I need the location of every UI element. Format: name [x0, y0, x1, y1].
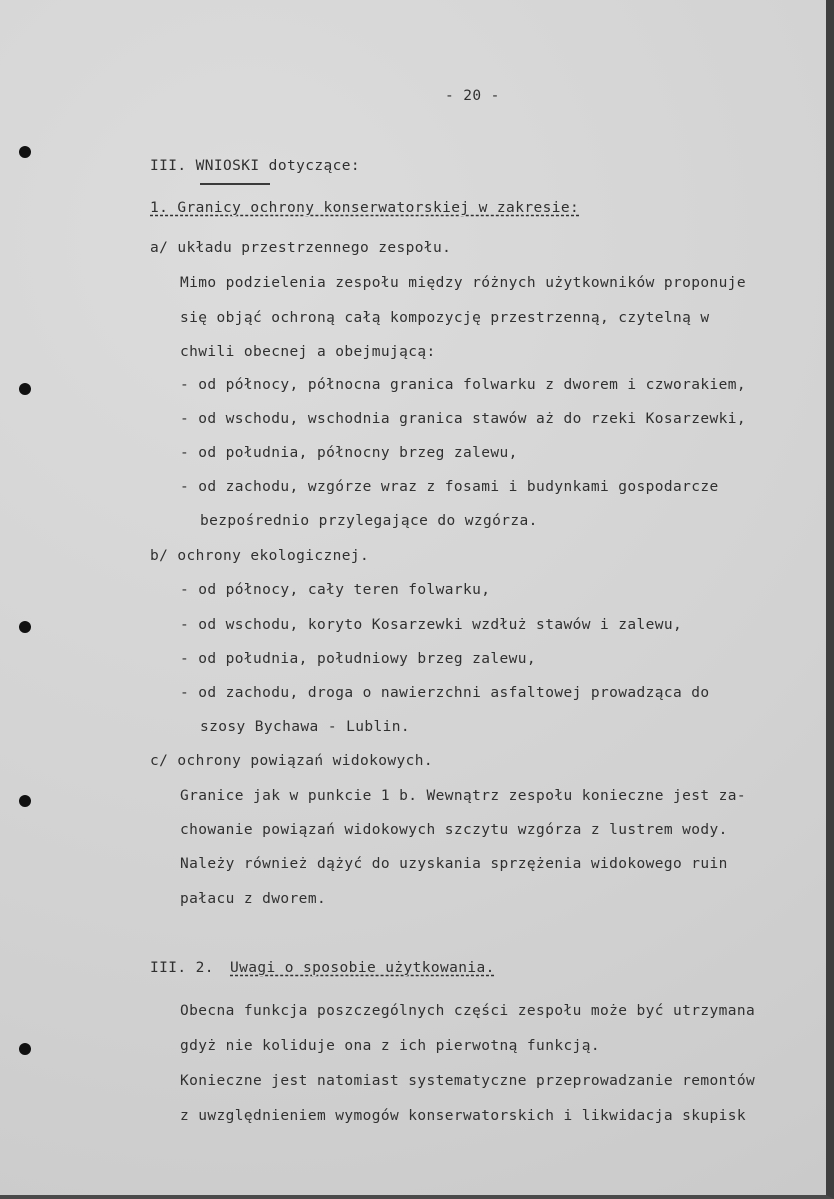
heading-underline [200, 183, 270, 185]
subsection-a-item: - od wschodu, wschodnia granica stawów aż do rzeki Kosarzewki, [180, 411, 747, 427]
subsection-c-para-line: chowanie powiązań widokowych szczytu wzgórza z lustrem wody. [180, 822, 728, 838]
subsection-a-item: bezpośrednio przylegające do wzgórza. [200, 513, 538, 529]
subsection-c-label: c/ ochrony powiązań widokowych. [150, 753, 434, 769]
section2-para-line: Obecna funkcja poszczególnych części zespołu może być utrzymana [180, 1003, 756, 1019]
subsection-a-para-line: się objąć ochroną całą kompozycję przestrzenną, czytelną w [180, 310, 710, 326]
punch-hole-icon [19, 146, 31, 158]
subsection-c-para-line: Granice jak w punkcie 1 b. Wewnątrz zespołu konieczne jest za- [180, 788, 747, 804]
subsection-b-item: - od wschodu, koryto Kosarzewki wzdłuż stawów i zalewu, [180, 617, 683, 633]
subsection-a-item: - od zachodu, wzgórze wraz z fosami i budynkami gospodarcze [180, 479, 719, 495]
subsection-c-para-line: pałacu z dworem. [180, 891, 327, 907]
subsection-b-item: - od zachodu, droga o nawierzchni asfaltowej prowadząca do [180, 685, 710, 701]
section2-number: III. 2. [150, 960, 214, 976]
subsection-b-item: - od północy, cały teren folwarku, [180, 582, 491, 598]
punch-hole-icon [19, 621, 31, 633]
section2-para-line: gdyż nie koliduje ona z ich pierwotną funkcją. [180, 1038, 600, 1054]
subsection-a-label: a/ układu przestrzennego zespołu. [150, 240, 452, 256]
subsection-b-item: - od południa, południowy brzeg zalewu, [180, 651, 537, 667]
page-number: - 20 - [445, 88, 500, 104]
subsection-a-item: - od południa, północny brzeg zalewu, [180, 445, 518, 461]
punch-hole-icon [19, 383, 31, 395]
subsection-b-label: b/ ochrony ekologicznej. [150, 548, 370, 564]
subsection-c-para-line: Należy również dążyć do uzyskania sprzężenia widokowego ruin [180, 856, 728, 872]
section1-title: 1. Granicy ochrony konserwatorskiej w zakresie: [150, 200, 580, 216]
punch-hole-icon [19, 795, 31, 807]
subsection-a-para-line: chwili obecnej a obejmującą: [180, 344, 436, 360]
section2-para-line: Konieczne jest natomiast systematyczne przeprowadzanie remontów [180, 1073, 756, 1089]
subsection-b-item: szosy Bychawa - Lublin. [200, 719, 410, 735]
section2-para-line: z uwzględnieniem wymogów konserwatorskich i likwidacja skupisk [180, 1108, 747, 1124]
main-heading: III. WNIOSKI dotyczące: [150, 158, 360, 174]
subsection-a-para-line: Mimo podzielenia zespołu między różnych użytkowników proponuje [180, 275, 747, 291]
subsection-a-item: - od północy, północna granica folwarku z dworem i czworakiem, [180, 377, 747, 393]
section2-title: Uwagi o sposobie użytkowania. [230, 960, 495, 976]
punch-hole-icon [19, 1043, 31, 1055]
